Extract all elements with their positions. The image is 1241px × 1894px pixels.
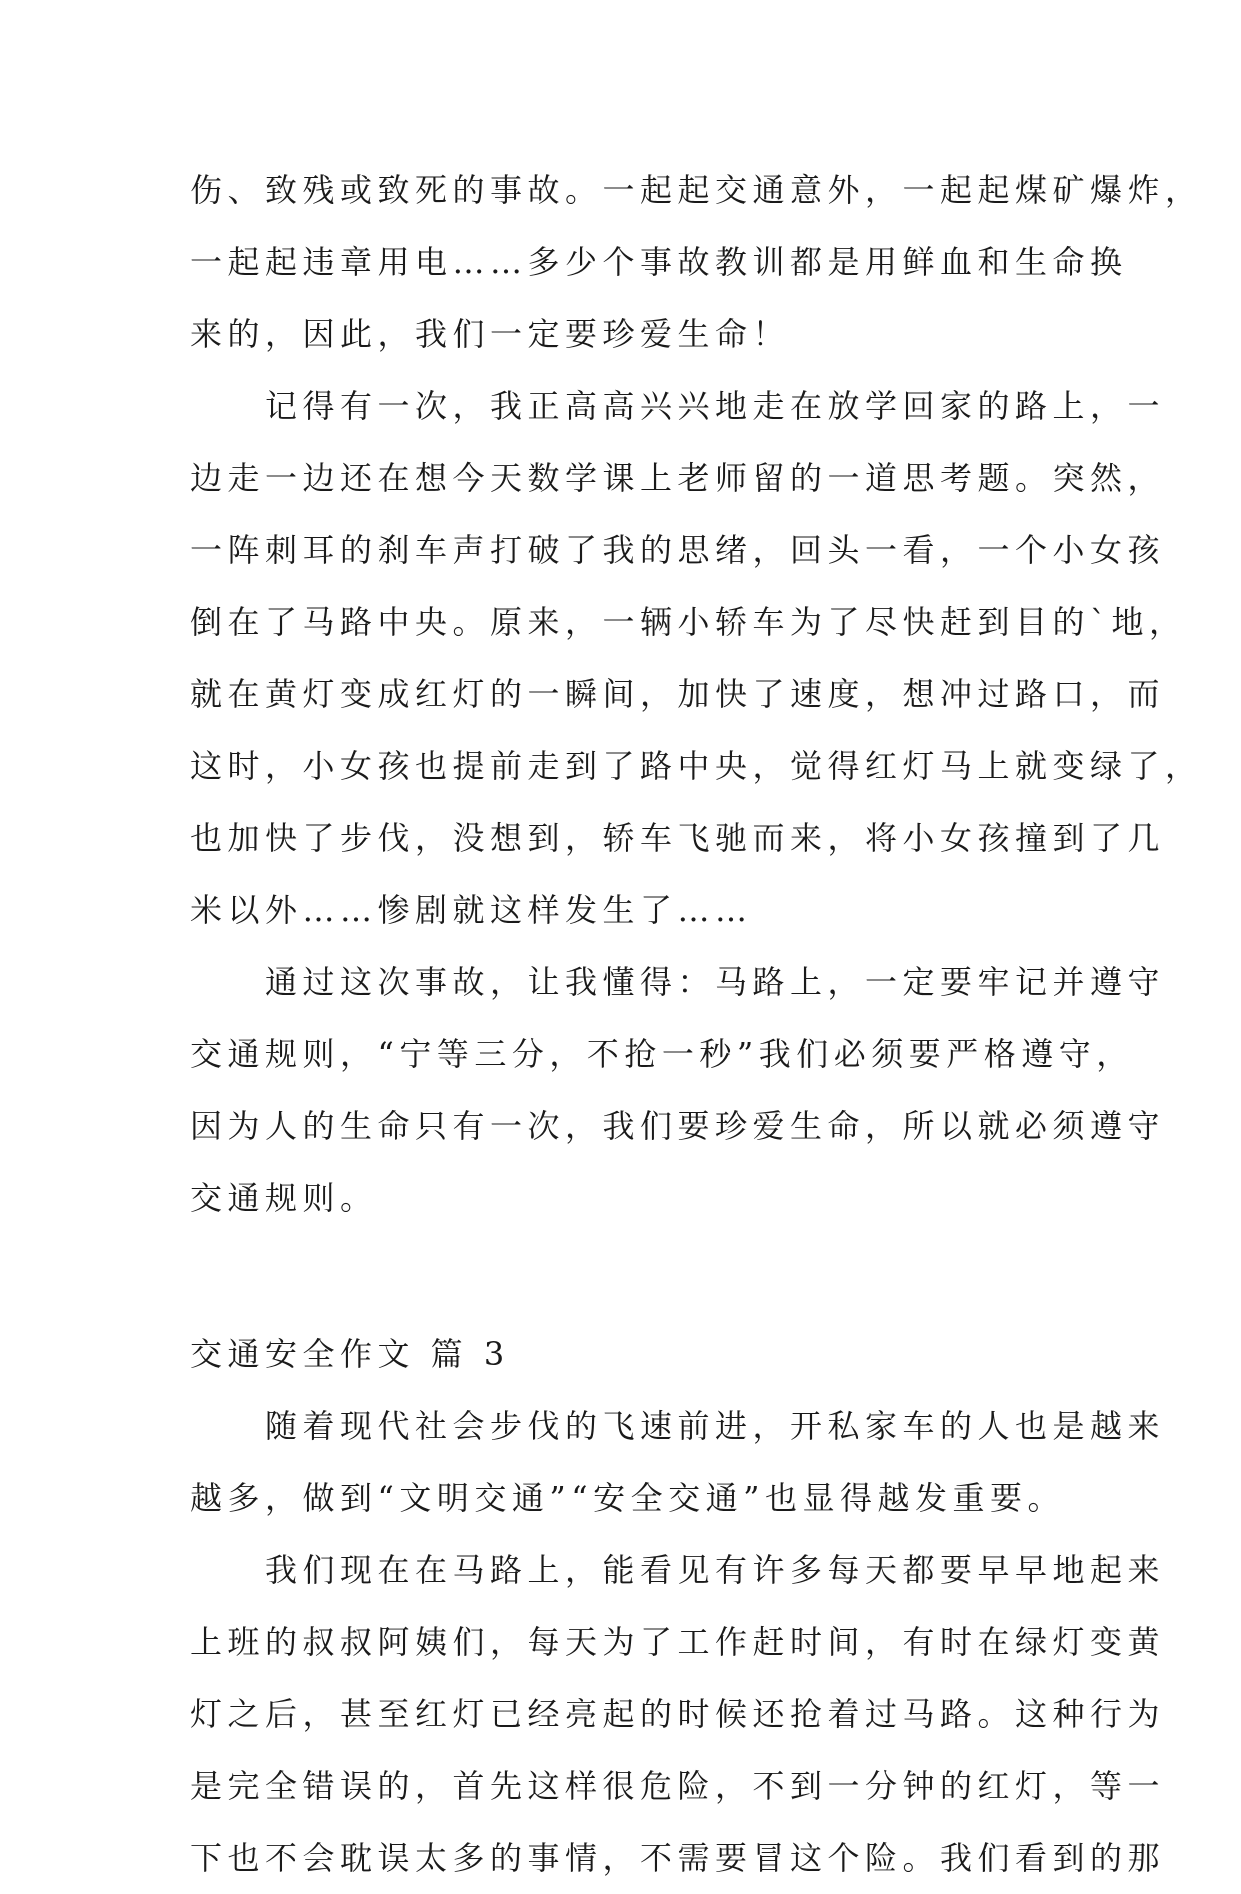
text-line: 是完全错误的，首先这样很危险，不到一分钟的红灯，等一: [190, 1767, 1166, 1805]
text-line: 倒在了马路中央。原来，一辆小轿车为了尽快赶到目的`地，: [190, 603, 1187, 641]
text-line: 下也不会耽误太多的事情，不需要冒这个险。我们看到的那: [190, 1839, 1166, 1877]
text-line: 一起起违章用电……多少个事故教训都是用鲜血和生命换: [190, 243, 1128, 281]
text-line: 交通规则，“宁等三分，不抢一秒”我们必须要严格遵守，: [190, 1035, 1134, 1073]
text-line: 因为人的生命只有一次，我们要珍爱生命，所以就必须遵守: [190, 1107, 1166, 1145]
text-line: 上班的叔叔阿姨们，每天为了工作赶时间，有时在绿灯变黄: [190, 1623, 1166, 1661]
text-line: 通过这次事故，让我懂得：马路上，一定要牢记并遵守: [190, 963, 1166, 1001]
document-body: [190, 154, 1203, 1894]
text-line: 伤、致残或致死的事故。一起起交通意外，一起起煤矿爆炸，: [190, 171, 1203, 209]
text-line: 我们现在在马路上，能看见有许多每天都要早早地起来: [190, 1551, 1166, 1589]
paragraph-lesson-learned: [190, 946, 1166, 1234]
paragraph-commuters: [190, 1534, 1166, 1894]
text-line: 记得有一次，我正高高兴兴地走在放学回家的路上，一: [190, 387, 1166, 425]
text-line: 就在黄灯变成红灯的一瞬间，加快了速度，想冲过路口，而: [190, 675, 1166, 713]
paragraph-modern-society: [190, 1390, 1166, 1534]
text-line: 灯之后，甚至红灯已经亮起的时候还抢着过马路。这种行为: [190, 1695, 1166, 1733]
text-line: 边走一边还在想今天数学课上老师留的一道思考题。突然，: [190, 459, 1166, 497]
section-heading: 交通安全作文 篇 3: [190, 1335, 510, 1373]
text-line: 也加快了步伐，没想到，轿车飞驰而来，将小女孩撞到了几: [190, 819, 1166, 857]
text-line: 一阵刺耳的刹车声打破了我的思绪，回头一看，一个小女孩: [190, 531, 1166, 569]
text-line: 米以外……惨剧就这样发生了……: [190, 891, 753, 929]
text-line: 越多，做到“文明交通”“安全交通”也显得越发重要。: [190, 1479, 1065, 1517]
text-line: 随着现代社会步伐的飞速前进，开私家车的人也是越来: [190, 1407, 1166, 1445]
text-line: 交通规则。: [190, 1179, 378, 1217]
paragraph-life-lessons: [190, 154, 1203, 370]
text-line: 来的，因此，我们一定要珍爱生命！: [190, 315, 791, 353]
text-line: 这时，小女孩也提前走到了路中央，觉得红灯马上就变绿了，: [190, 747, 1203, 785]
paragraph-accident-story: [190, 370, 1203, 946]
